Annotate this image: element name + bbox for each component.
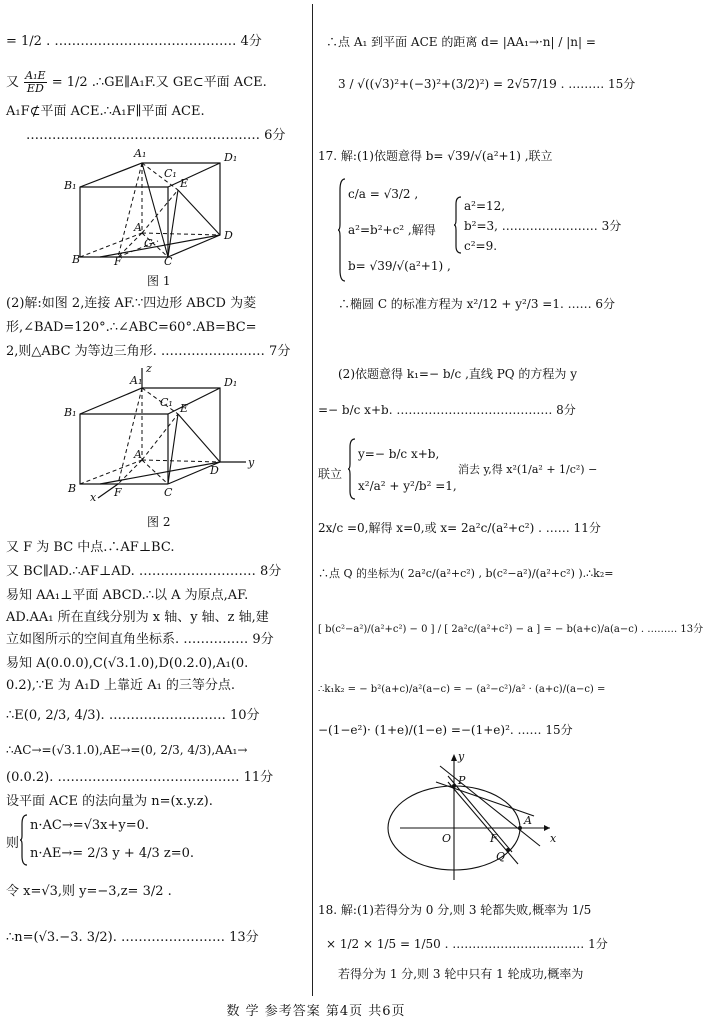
line-p3-8: ∴E(0, 2/3, 4/3). ……………………… 10分: [6, 708, 260, 723]
line-3: A₁F⊄平面 ACE.∴A₁F∥平面 ACE.: [6, 104, 205, 119]
system-2-c2: c²=9.: [464, 239, 498, 253]
line-r11: −(1−e²)· (1+e)/(1−e) =−(1+e)². …… 15分: [318, 723, 573, 737]
label-B1: B₁: [64, 179, 77, 192]
label2-D: D: [210, 464, 219, 477]
line-r3: 17. 解:(1)依题意得 b= √39/√(a²+1) ,联立: [318, 149, 553, 163]
line-p2-3: 2,则△ABC 为等边三角形. …………………… 7分: [6, 344, 291, 359]
point-A: [518, 826, 522, 830]
ratio-fraction: $\frac{\text{A₁E}}{ED}$: [25, 69, 46, 95]
label2-E: E: [180, 402, 189, 415]
label2-y: y: [248, 456, 255, 469]
label-C1: C₁: [164, 167, 177, 180]
system-2-b2: b²=3, …………………… 3分: [464, 219, 622, 233]
system-3-eq2: x²/a² + y²/b² =1,: [358, 479, 457, 493]
label-ellipse-x: x: [550, 832, 557, 845]
label2-A: A: [134, 448, 142, 461]
label-ellipse-P: P: [458, 774, 466, 787]
label-C: C: [164, 255, 173, 268]
figure-2-caption: 图 2: [147, 515, 171, 529]
label-A: A: [134, 221, 142, 234]
point-P: [452, 784, 456, 788]
system-2-brace: [338, 178, 346, 282]
label-D: D: [224, 229, 233, 242]
line-2-text: = 1/2 .∴GE∥A₁F.又 GE⊂平面 ACE.: [51, 75, 267, 90]
line-r2: 3 / √((√3)²+(−3)²+(3/2)²) = 2√57/19 . ……… 15分: [338, 77, 636, 91]
system-2-a2: a²=12,: [464, 199, 506, 213]
line-r6: =− b/c x+b. ………………………………… 8分: [318, 403, 576, 417]
system-2-eq1: c/a = √3/2 ,: [348, 187, 419, 201]
line-r5: (2)依题意得 k₁=− b/c ,直线 PQ 的方程为 y: [338, 367, 578, 381]
line-2: [6, 70, 267, 95]
system-2-result-brace: [454, 196, 462, 254]
line-r8: ∴点 Q 的坐标为( 2a²c/(a²+c²) , b(c²−a²)/(a²+c²) ).∴k₂=: [318, 567, 614, 580]
system-3-prefix: 联立: [318, 467, 343, 481]
label2-F: F: [114, 486, 122, 499]
line-p3-10: (0.0.2). …………………………………… 11分: [6, 770, 274, 785]
label-E: E: [180, 177, 189, 190]
line-p3-6: 易知 A(0.0.0),C(√3.1.0),D(0.2.0),A₁(0.: [6, 656, 249, 671]
system-1-eq1: n·AC→=√3x+y=0.: [30, 818, 150, 833]
line-p3-9: ∴AC→=(√3.1.0),AE→=(0, 2/3, 4/3),AA₁→: [6, 743, 248, 757]
label2-B: B: [68, 482, 77, 495]
line-p3-13: ∴n=(√3.−3. 3/2). …………………… 13分: [6, 930, 259, 945]
system-2-eq3: b= √39/√(a²+1) ,: [348, 259, 451, 273]
system-3-eq1: y=− b/c x+b,: [358, 447, 440, 461]
line-1: = 1/2 . …………………………………… 4分: [6, 34, 262, 49]
label-F: F: [114, 255, 122, 268]
line-p3-5: 立如图所示的空间直角坐标系. …………… 9分: [6, 632, 274, 647]
label-ellipse-A: A: [524, 814, 532, 827]
label-G: G: [144, 237, 153, 250]
line-r7: 2x/c =0,解得 x=0,或 x= 2a²c/(a²+c²) . …… 11分: [318, 521, 601, 535]
label-ellipse-y: y: [458, 750, 465, 763]
figure-1-caption: 图 1: [147, 274, 171, 288]
point-Q: [506, 848, 510, 852]
figure-ellipse: [400, 752, 560, 882]
label-B: B: [72, 253, 81, 266]
line-p3-3: 易知 AA₁⊥平面 ABCD.∴以 A 为原点,AF.: [6, 588, 249, 603]
system-1-eq2: n·AE→= 2/3 y + 4/3 z=0.: [30, 846, 195, 861]
label2-A1: A₁: [130, 374, 143, 387]
system-3-suffix: 消去 y,得 x²(1/a² + 1/c²) −: [458, 463, 598, 476]
line-p3-1: 又 F 为 BC 中点.∴AF⊥BC.: [6, 540, 175, 555]
label2-C: C: [164, 486, 173, 499]
line-r1: ∴点 A₁ 到平面 ACE 的距离 d= |AA₁→·n| / |n| =: [326, 35, 596, 49]
line-p2-1: (2)解:如图 2,连接 AF.∵四边形 ABCD 为菱: [6, 296, 257, 311]
label-D1: D₁: [224, 151, 238, 164]
system-2-eq2: a²=b²+c² ,解得: [348, 223, 436, 237]
system-1-prefix: 则: [6, 836, 20, 851]
column-divider: [312, 4, 313, 996]
line-p3-11: 设平面 ACE 的法向量为 n=(x.y.z).: [6, 794, 213, 809]
line-r13: × 1/2 × 1/5 = 1/50 . …………………………… 1分: [326, 937, 608, 951]
label-A1: A₁: [134, 147, 147, 160]
label2-B1: B₁: [64, 406, 77, 419]
figure-1-prism: [60, 145, 250, 268]
line-r14: 若得分为 1 分,则 3 轮中只有 1 轮成功,概率为: [338, 967, 584, 981]
line-p3-7: 0.2),∵E 为 A₁D 上靠近 A₁ 的三等分点.: [6, 678, 236, 693]
system-3-brace: [348, 438, 356, 500]
line-p3-2: 又 BC∥AD.∴AF⊥AD. ……………………… 8分: [6, 564, 282, 579]
line-2-prefix: 又: [6, 75, 20, 90]
figure-2-prism-axes: [60, 362, 260, 502]
line-r12: 18. 解:(1)若得分为 0 分,则 3 轮都失败,概率为 1/5: [318, 903, 592, 917]
label-ellipse-Q: Q: [496, 850, 506, 863]
line-r10: ∴k₁k₂ = − b²(a+c)/a²(a−c) = − (a²−c²)/a² · (a+c)/(a−c) =: [318, 684, 606, 695]
page-footer: 数 学 参考答案 第4页 共6页: [226, 1004, 406, 1019]
system-1-brace: [20, 814, 28, 866]
label2-x: x: [90, 491, 97, 504]
label-ellipse-F: F: [490, 832, 498, 845]
line-p2-2: 形,∠BAD=120°.∴∠ABC=60°.AB=BC=: [6, 320, 257, 335]
line-p3-12: 令 x=√3,则 y=−3,z= 3/2 .: [6, 884, 172, 899]
label2-D1: D₁: [224, 376, 238, 389]
line-r9: [ b(c²−a²)/(a²+c²) − 0 ] / [ 2a²c/(a²+c²) − a ] = − b(a+c)/a(a−c) . ……… 13分: [318, 624, 703, 635]
line-p3-4: AD.AA₁ 所在直线分别为 x 轴、y 轴、z 轴,建: [6, 610, 269, 625]
label-ellipse-O: O: [442, 832, 452, 845]
label2-C1: C₁: [160, 396, 173, 409]
label-z: z: [146, 362, 152, 375]
line-4: ……………………………………………… 6分: [26, 128, 286, 143]
line-r4: ∴椭圆 C 的标准方程为 x²/12 + y²/3 =1. …… 6分: [338, 297, 616, 311]
